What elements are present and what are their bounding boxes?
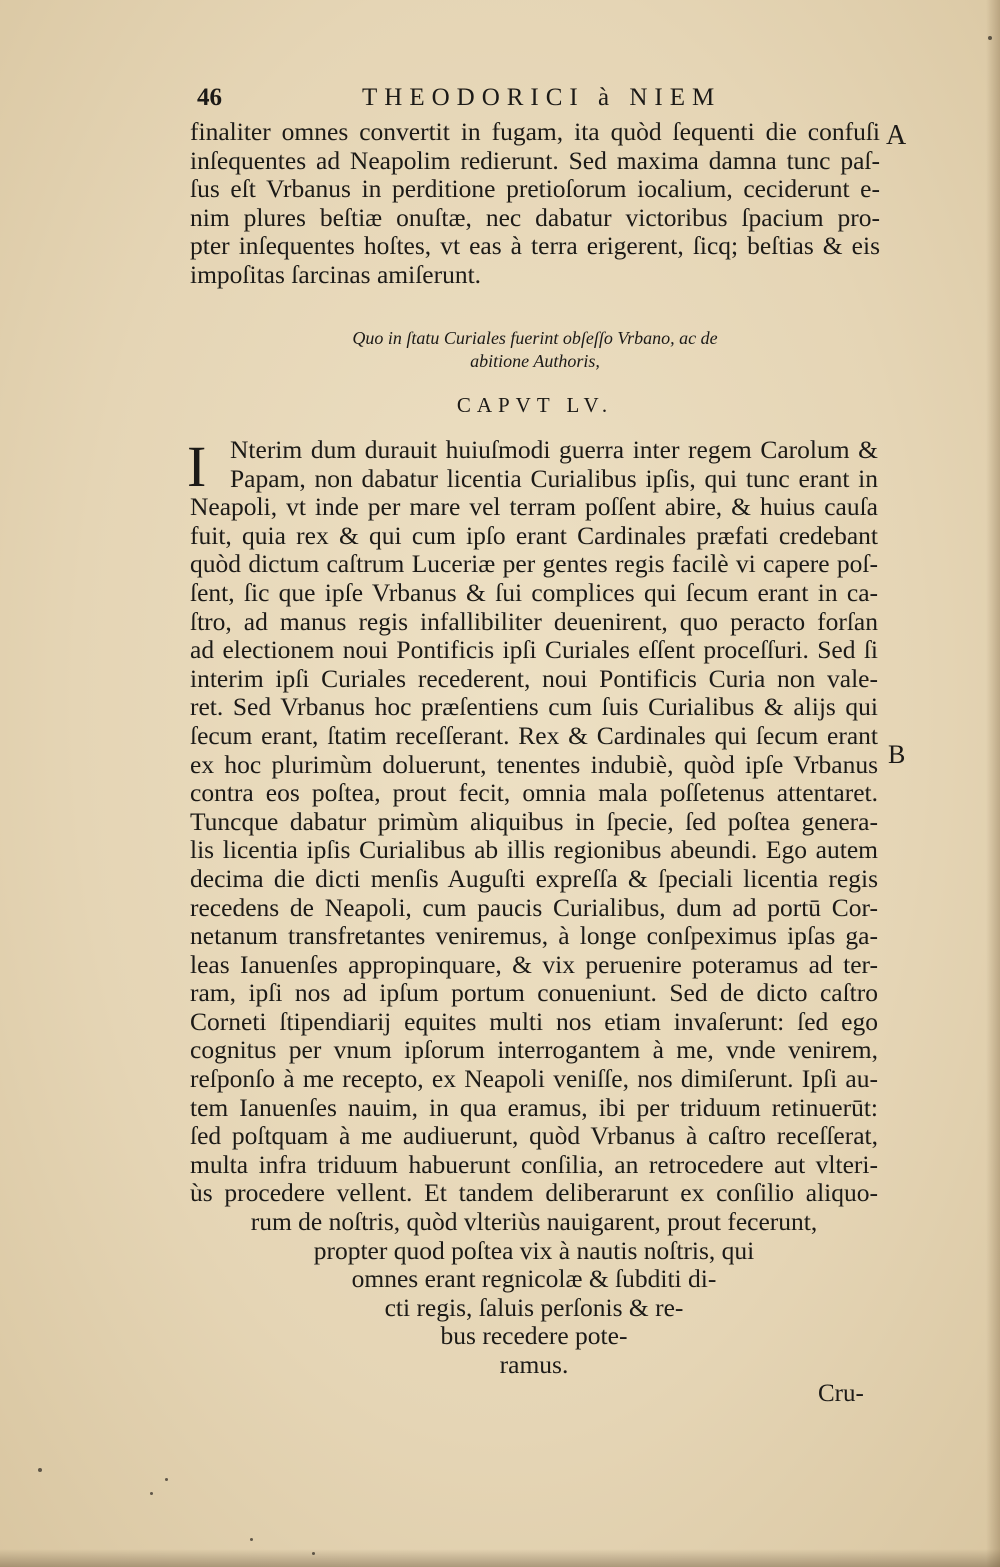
text-line: ſent, ſic que ipſe Vrbanus & ſui complices qui ſecum erant in ca- xyxy=(190,577,878,607)
text-line: Tuncque dabatur primùm aliquibus in ſpecie, ſed poſtea genera- xyxy=(190,806,878,836)
text-line: rum de noſtris, quòd vlteriùs nauigarent, prout fecerunt, xyxy=(250,1207,818,1237)
text-line: contra eos poſtea, prout fecit, omnia mala poſſetenus attentaret. xyxy=(190,778,878,808)
text-line: reſponſo à me recepto, ex Neapoli veniſſe, nos dimiſerunt. Ipſi au- xyxy=(190,1064,878,1094)
chapter-heading-line: Quo in ſtatu Curiales fuerint obſeſſo Vrbano, ac de xyxy=(352,328,718,348)
text-line: inſequentes ad Neapolim redierunt. Sed maxima damna tunc paſ- xyxy=(190,145,880,175)
text-line: cti regis, ſaluis perſonis & re- xyxy=(384,1292,684,1322)
text-line: nim plures beſtiæ onuſtæ, nec dabatur victoribus ſpacium pro- xyxy=(190,202,880,232)
text-line: quòd dictum caſtrum Luceriæ per gentes regis facilè vi capere poſ- xyxy=(190,549,878,579)
page-header xyxy=(197,84,797,118)
text-line: propter quod poſtea vix à nautis noſtris, qui xyxy=(313,1235,755,1265)
text-line: multa infra triduum habuerunt conſilia, an retrocedere aut vlteri- xyxy=(190,1149,878,1179)
text-line: ſecum erant, ſtatim receſſerant. Rex & Cardinales qui ſecum erant xyxy=(190,720,878,750)
text-line: Neapoli, vt inde per mare vel terram poſſent abire, & huius cauſa xyxy=(190,492,878,522)
text-line: recedens de Neapoli, cum paucis Curialibus, dum ad portū Cor- xyxy=(190,892,878,922)
text-line: ret. Sed Vrbanus hoc præſentiens cum ſuis Curialibus & alijs qui xyxy=(190,692,878,722)
text-line: ſtro, ad manus regis infallibiliter deuenirent, quo peracto forſan xyxy=(190,606,878,636)
text-line: finaliter omnes convertit in fugam, ita quòd ſequenti die confuſi xyxy=(190,117,880,146)
page-bottom-shadow xyxy=(0,1549,1000,1567)
margin-letter-b: B xyxy=(888,740,906,769)
text-line: ùs procedere vellent. Et tandem deliberarunt ex conſilio aliquo- xyxy=(190,1178,878,1208)
page-edge-shadow xyxy=(986,0,1000,1567)
text-line: interim ipſi Curiales recederent, noui Pontificis Curia non vale- xyxy=(190,663,878,693)
text-line: lis licentia ipſis Curialibus ab illis regionibus abeundi. Ego autem xyxy=(190,835,878,865)
margin-letter-a: A xyxy=(886,120,907,151)
text-line: ſus eſt Vrbanus in perditione pretioſorum iocalium, ceciderunt e- xyxy=(190,174,880,204)
ink-speck xyxy=(312,1552,315,1555)
ink-speck xyxy=(165,1478,168,1481)
running-head: THEODORICI à NIEM xyxy=(362,84,722,111)
page-number: 46 xyxy=(197,84,222,111)
ink-speck xyxy=(988,36,992,40)
catchword: Cru- xyxy=(818,1380,864,1407)
text-line: Nterim dum durauit huiuſmodi guerra inter regem Carolum & xyxy=(230,435,878,464)
text-line: Papam, non dabatur licentia Curialibus ipſis, qui tunc erant in xyxy=(230,463,878,493)
ink-speck xyxy=(38,1468,42,1472)
text-line: cognitus per vnum ipſorum interrogantem à me, vnde venirem, xyxy=(190,1035,878,1065)
text-line: netanum transfretantes veniremus, à longe conſpeximus ipſas ga- xyxy=(190,921,878,951)
text-line: impoſitas ſarcinas amiſerunt. xyxy=(190,259,482,289)
chapter-heading-line: abitione Authoris, xyxy=(470,351,600,371)
text-line: fuit, quia rex & qui cum ipſo erant Cardinales præfati credebant xyxy=(190,520,878,550)
text-line: ſed poſtquam à me audiuerunt, quòd Vrbanus à caſtro receſſerat, xyxy=(190,1121,878,1151)
text-line: omnes erant regnicolæ & ſubditi di- xyxy=(351,1264,717,1294)
text-line: ram, ipſi nos ad ipſum portum conueniunt. Sed de dicto caſtro xyxy=(190,978,878,1008)
text-line: pter inſequentes hoſtes, vt eas à terra erigerent, ſicq; beſtias & eis xyxy=(190,231,880,261)
text-line: leas Ianuenſes appropinquare, & vix peruenire poteramus ad ter- xyxy=(190,949,878,979)
text-line: decima die dicti menſis Auguſti expreſſa & ſpeciali licentia regis xyxy=(190,863,878,893)
text-line: ex hoc plurimùm doluerunt, tenentes indubiè, quòd ipſe Vrbanus xyxy=(190,749,878,779)
ink-speck xyxy=(150,1492,153,1495)
text-line: bus recedere pote- xyxy=(440,1321,628,1351)
text-line: tem Ianuenſes nauim, in qua eramus, ibi per triduum retinuerūt: xyxy=(190,1092,878,1122)
ink-speck xyxy=(250,1538,253,1541)
chapter-number: CAPVT LV. xyxy=(456,393,614,417)
text-line: Corneti ſtipendiarij equites multi nos etiam invaſerunt: ſed ego xyxy=(190,1006,878,1036)
opening-paragraph xyxy=(190,118,880,290)
text-line: ad electionem noui Pontificis ipſi Curiales eſſent proceſſuri. Sed ſi xyxy=(190,635,878,665)
chapter-heading xyxy=(190,327,880,373)
drop-initial: I xyxy=(187,434,207,499)
chapter-body xyxy=(187,434,878,1380)
text-line: ramus. xyxy=(499,1350,569,1379)
